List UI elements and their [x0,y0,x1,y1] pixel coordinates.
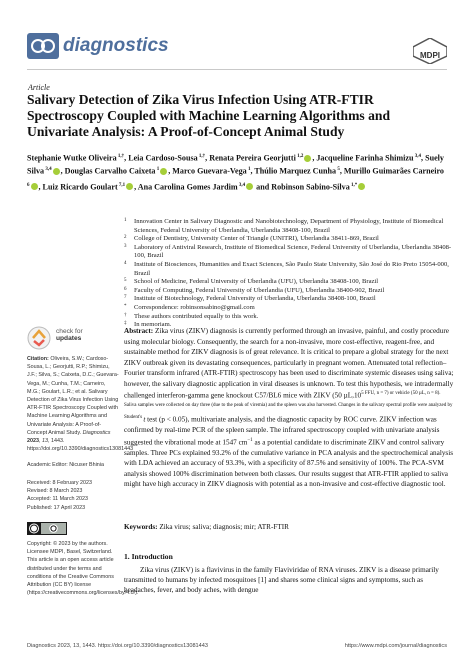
affiliation-item [124,278,454,287]
affiliation-mark: 4 [124,260,127,266]
author-affiliation-marks: 3,4 [413,154,422,159]
affiliation-mark: † [124,312,127,318]
affiliation-mark: * [124,303,127,309]
affiliation-text: Correspondence: robinsonsabino@gmail.com [134,303,255,311]
check-for-updates-label[interactable] [56,328,83,343]
abstract-text-part3: test (p < 0.05), multivariate analysis, and the diagnostic capacity by ROC curve. ZIKV infection was confirmed by real-time PCR of the spleen sample. The infrared spectroscopy coupled with univariate analysis suggested the vibrational mode at 1547 cm [124,415,440,447]
academic-editor: Academic Editor: Nicuser Bhinia [27,462,104,468]
affiliation-mark: 1 [124,218,127,223]
abstract-text-part5: as a potential candidate to discriminate ZIKV and control salivary samples. Three PCs explained 93.2% of the cumulative variance in PCA analysis and the spectrochemical analysis with LDA achieved an accuracy of 93.3%, with a specificity of 87.5% and sensitivity of 100%. The PCA-SVM analysis showed 100% discrimination between both classes. Our results suggest that ATR-FTIR applied to saliva might have high accuracy in ZIKV diagnosis with potential as a non-invasive and cost-effective diagnostic tool. [124,438,454,489]
citation-pages: 1443. [51,438,65,445]
introduction-heading: 1. Introduction [124,552,173,561]
abstract-t-test: t [143,415,146,424]
affiliation-text: Innovation Center in Salivary Diagnostic and Nanobiotechnology, Department of Physiology, Institute of Biomedical Sciences, Federal University of Uberlandia, Uberlandia 38408-100, Brazil [134,218,444,234]
check-label-line2: updates [56,335,82,343]
abstract-unit-exponent: −1 [247,437,253,443]
affiliation-text: In memoriam. [134,321,172,329]
author-affiliation-marks: 1,† [197,154,206,159]
orcid-icon[interactable] [304,155,311,162]
introduction-text: Zika virus (ZIKV) is a flavivirus in the family Flaviviridae of RNA viruses. ZIKV is a disease primarily transmitted to humans by infected mosquitoes [1] and shares some clinical signs and symptoms, such as headaches, fever, and body aches, with dengue [124,566,439,595]
affiliation-text: Laboratory of Antiviral Research, Institute of Biomedical Science, Federal University of Uberlandia, Uberlandia 38408-100, Brazil [134,243,452,260]
journal-name[interactable]: diagnostics [63,35,169,56]
citation-text: Oliveira, S.W.; Cardoso-Sousa, L.; Georjutti, R.P.; Shimizu, J.F.; Silva, S.; Caixeta, D.C.; Guevara-Vega, M.; Cunha, T.M.; Carneiro, M.G.; Goulart, L.R.; et al. Salivary Detection of Zika Virus Infection Using ATR-FTIR Spectroscopy Coupled with Machine Learning Algorithms and Univariate Analysis: A Proof-of-Concept Animal Study. [27,356,119,436]
author-affiliation-marks: 5 [336,167,340,173]
citation-block: Citation: Oliveira, S.W.; Cardoso-Sousa, L.; Georjutti, R.P.; Shimizu, J.F.; Silva, S.; Caixeta, D.C.; Guevara-Vega, M.; Cunha, T.M.; Carneiro, M.G.; Goulart, L.R.; et al. Salivary Detection of Zika Virus Infection Using ATR-FTIR Spectroscopy Coupled with Machine Learning Algorithms and Univariate Analysis: A Proof-of-Concept Animal Study. Diagnostics 2023, 13, 1443. https://doi.org/10.3390/diagnostics13081443 [27,356,134,453]
author-name[interactable]: Renata Pereira Georjutti [209,153,296,163]
orcid-icon[interactable] [31,183,38,190]
affiliation-mark: 6 [124,286,127,292]
abstract-text-part2: 5 FFU, n = 7) or vehicle (50 µL, n = 8). Saliva samples were collected on day three (due to the peak of viremia) and the spleen was also harvested. Changes in the salivary spectral profile were analyzed by Student's [124,391,453,421]
header-divider [27,69,447,70]
author-affiliation-marks: 1,† [116,154,125,159]
affiliation-item [124,313,454,322]
affiliation-text: These authors contributed equally to this work. [134,312,259,320]
publication-dates [27,479,92,512]
author-name[interactable]: Douglas Carvalho Caixeta [64,166,156,176]
revised-date: Revised: 8 March 2023 [27,488,83,495]
affiliation-mark: 3 [124,243,127,249]
cc-by-license-icon[interactable] [27,522,67,535]
affiliation-mark: 2 [124,235,127,241]
affiliation-item [124,295,454,304]
abstract [124,326,454,490]
affiliation-text: School of Medicine, Federal University of Uberlandia (UFU), Uberlandia 38408-100, Brazil [134,278,379,286]
author-affiliation-marks: 1 [246,167,251,173]
abstract-text-part1: Zika virus (ZIKV) diagnosis is currently performed through an invasive, painful, and costly procedure using molecular biology. Consequently, the search for a non-invasive, more cost-effective, reagent-free, and sustainable method for ZIKV diagnosis is of great relevance. It is critical to prepare a global strategy for the next ZIKV outbreak given its devastating consequences, particularly in pregnant women. Attenuated total reflection–Fourier transform infrared (ATR-FTIR) spectroscopy has been used to discriminate systemic diseases using saliva; however, the salivary diagnostic application in viral diseases is unknown. To test this hypothesis, we intradermally challenged interferon-gamma gene knockout C57/BL6 mice with ZIKV (50 µL,10 [124,327,454,400]
received-date: Received: 8 February 2023 [27,480,93,486]
affiliation-item [124,235,454,244]
accepted-date: Accepted: 11 March 2023 [27,496,89,503]
orcid-icon[interactable] [246,183,253,190]
check-for-updates-icon[interactable] [27,326,51,350]
affiliation-mark: 5 [124,278,127,284]
orcid-icon[interactable] [160,168,167,175]
keywords-text: Zika virus; saliva; diagnosis; mir; ATR-FTIR [159,523,289,531]
citation-doi-link[interactable]: https://doi.org/10.3390/diagnostics13081443 [27,446,134,453]
footer-citation[interactable]: Diagnostics 2023, 13, 1443. https://doi.org/10.3390/diagnostics13081443 [27,643,208,649]
affiliation-mark: ‡ [124,321,127,327]
author-name[interactable]: Leia Cardoso-Sousa [128,153,198,163]
affiliation-item [124,304,454,313]
author-name[interactable]: Murillo Guimarães Carneiro [343,166,444,176]
citation-volume: 13 [42,438,48,445]
author-affiliation-marks: 3,4 [237,182,246,188]
journal-logo-icon [27,33,59,59]
article-type: Article [28,83,50,92]
article-title: Salivary Detection of Zika Virus Infection Using ATR-FTIR Spectroscopy Coupled with Machine Learning Algorithms and Univariate Analysis: A Proof-of-Concept Animal Study [27,92,391,139]
affiliation-text: Faculty of Computing, Federal University of Uberlandia (UFU), Uberlandia 38400-902, Brazil [134,286,385,294]
author-name[interactable]: Stephanie Wutke Oliveira [27,153,117,163]
affiliation-mark: 7 [124,295,127,301]
author-name[interactable]: Ana Carolina Gomes Jardim [137,182,238,192]
author-name[interactable]: Suely Silva [27,153,444,176]
affiliation-item [124,287,454,296]
affiliation-item [124,218,454,235]
check-label-line1: check for [56,328,83,335]
author-affiliation-marks: 3,4 [44,167,52,173]
abstract-label: Abstract: [124,327,154,335]
published-date: Published: 17 April 2023 [27,504,86,511]
affiliation-text: College of Dentistry, University Center of Triangle (UNITRI), Uberlandia 38411-869, Brazil [134,235,379,243]
footer-journal-link[interactable]: https://www.mdpi.com/journal/diagnostics [344,643,447,649]
author-name[interactable]: Jacqueline Farinha Shimizu [316,153,414,163]
citation-label: Citation: [27,356,49,362]
keywords [124,523,454,531]
orcid-icon[interactable] [358,183,365,190]
author-affiliation-marks: 1 [155,167,160,173]
orcid-icon[interactable] [126,183,133,190]
copyright-notice: Copyright: © 2023 by the authors. Licensee MDPI, Basel, Switzerland. This article is an open access article distributed under the terms and conditions of the Creative Commons Attribution (CC BY) license (https://creativecommons.org/licenses/by/4.0/). [27,541,139,597]
affiliation-text: Institute of Biotechnology, Federal University of Uberlandia, Uberlandia 38408-100, Brazil [134,295,376,303]
affiliation-item [124,261,454,278]
orcid-icon[interactable] [53,168,60,175]
affiliations-list [124,218,454,330]
affiliation-text: Institute of Biosciences, Humanities and Exact Sciences, São Paulo State University, São José do Rio Preto 15054-000, Brazil [134,260,449,277]
author-name[interactable]: Marco Guevara-Vega [172,166,247,176]
author-name[interactable]: Robinson Sabino-Silva [271,182,350,192]
author-affiliation-marks: 7,1 [117,182,126,188]
author-affiliation-marks: 1,* [349,182,358,188]
keywords-label: Keywords: [124,523,158,531]
author-affiliation-marks: 1,2 [295,154,304,159]
publisher-name: MDPI [420,51,440,60]
citation-year: 2023 [27,438,39,445]
citation-journal: Diagnostics [82,429,111,436]
affiliation-item [124,244,454,261]
author-name[interactable]: Luiz Ricardo Goulart [42,182,118,192]
author-name[interactable]: Thúlio Marquez Cunha [254,166,337,176]
author-affiliation-marks: 6 [27,182,30,188]
author-list: Stephanie Wutke Oliveira $^{1,\dagger}$, Leia Cardoso-Sousa $^{1,\dagger}$, Renata Pereira Georjutti $^{1,2}$ , Jacqueline Farinha Shimizu $^{3,4}$, Suely Silva $^{3,4}$ , Douglas Carvalho Caixeta $^1$ , Marco Guevara-Vega $^1$, Thúlio Marquez Cunha $^5$, Murillo Guimarães Carneiro $^6$ , Luiz Ricardo Goulart $^{7,1}$ , Ana Carolina Gomes Jardim $^{3,4}$ and Robinson Sabino-Silva $^{1,*}$ [27,153,444,192]
